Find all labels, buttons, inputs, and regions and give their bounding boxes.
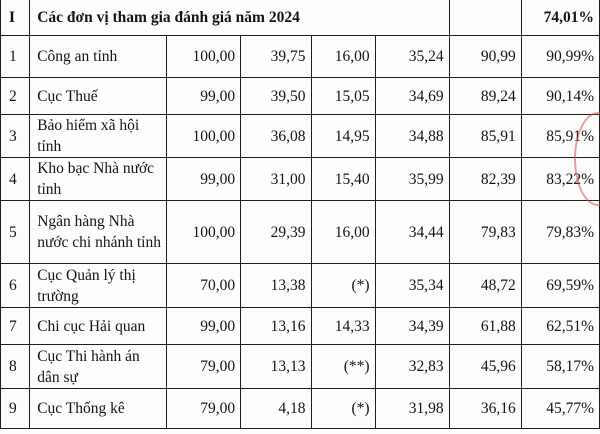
row-value: 90,99 — [449, 36, 521, 78]
row-value: 34,44 — [375, 201, 449, 264]
row-value: 16,00 — [311, 201, 375, 264]
row-value: (**) — [311, 345, 375, 389]
row-unit-name: Cục Thuế — [30, 78, 167, 115]
row-value: 32,83 — [375, 345, 449, 389]
row-value: 39,50 — [241, 78, 311, 115]
row-stt: 2 — [1, 78, 30, 115]
row-value: 13,13 — [241, 345, 311, 389]
row-value: 13,38 — [241, 264, 311, 308]
row-value: 31,00 — [241, 158, 311, 201]
table-row — [1, 201, 600, 264]
row-value: 99,00 — [167, 308, 241, 345]
row-unit-name: Bảo hiểm xã hội tỉnh — [30, 115, 167, 158]
group-title: Các đơn vị tham gia đánh giá năm 2024 — [30, 0, 449, 36]
row-value: 100,00 — [167, 115, 241, 158]
row-percent: 83,22% — [521, 158, 599, 201]
row-value: 39,75 — [241, 36, 311, 78]
row-value: 13,16 — [241, 308, 311, 345]
row-unit-name: Công an tỉnh — [30, 36, 167, 78]
table-row — [1, 36, 600, 78]
row-value: 99,00 — [167, 78, 241, 115]
row-value: (*) — [311, 264, 375, 308]
row-value: 48,72 — [449, 264, 521, 308]
table-row — [1, 308, 600, 345]
row-percent: 69,59% — [521, 264, 599, 308]
table-row — [1, 345, 600, 389]
row-unit-name: Chi cục Hải quan — [30, 308, 167, 345]
row-stt: 7 — [1, 308, 30, 345]
table-row — [1, 389, 600, 429]
table-row — [1, 115, 600, 158]
row-value: 89,24 — [449, 78, 521, 115]
row-value: 15,40 — [311, 158, 375, 201]
row-percent: 90,14% — [521, 78, 599, 115]
row-percent: 85,91% — [521, 115, 599, 158]
row-value: 14,33 — [311, 308, 375, 345]
row-unit-name: Ngân hàng Nhà nước chi nhánh tỉnh — [30, 201, 167, 264]
row-value: (*) — [311, 389, 375, 429]
row-value: 79,00 — [167, 389, 241, 429]
row-value: 31,98 — [375, 389, 449, 429]
row-value: 16,00 — [311, 36, 375, 78]
row-value: 34,69 — [375, 78, 449, 115]
row-value: 100,00 — [167, 201, 241, 264]
row-value: 34,39 — [375, 308, 449, 345]
row-stt: 1 — [1, 36, 30, 78]
group-header-row — [1, 0, 600, 36]
group-total: 74,01% — [521, 0, 599, 36]
row-stt: 9 — [1, 389, 30, 429]
row-stt: 4 — [1, 158, 30, 201]
row-unit-name: Cục Quản lý thị trường — [30, 264, 167, 308]
row-value: 35,34 — [375, 264, 449, 308]
row-value: 82,39 — [449, 158, 521, 201]
row-value: 29,39 — [241, 201, 311, 264]
row-percent: 58,17% — [521, 345, 599, 389]
row-value: 35,24 — [375, 36, 449, 78]
row-value: 70,00 — [167, 264, 241, 308]
row-value: 79,83 — [449, 201, 521, 264]
row-value: 4,18 — [241, 389, 311, 429]
row-value: 45,96 — [449, 345, 521, 389]
row-value: 15,05 — [311, 78, 375, 115]
row-stt: 6 — [1, 264, 30, 308]
row-percent: 62,51% — [521, 308, 599, 345]
row-value: 85,91 — [449, 115, 521, 158]
row-value: 36,16 — [449, 389, 521, 429]
row-value: 99,00 — [167, 158, 241, 201]
row-percent: 45,77% — [521, 389, 599, 429]
group-index: I — [1, 0, 30, 36]
group-spacer-cell — [449, 0, 521, 36]
row-value: 35,99 — [375, 158, 449, 201]
row-stt: 8 — [1, 345, 30, 389]
row-value: 100,00 — [167, 36, 241, 78]
row-value: 14,95 — [311, 115, 375, 158]
row-value: 61,88 — [449, 308, 521, 345]
row-stt: 3 — [1, 115, 30, 158]
row-unit-name: Kho bạc Nhà nước tỉnh — [30, 158, 167, 201]
row-percent: 90,99% — [521, 36, 599, 78]
row-stt: 5 — [1, 201, 30, 264]
row-unit-name: Cục Thi hành án dân sự — [30, 345, 167, 389]
table-row — [1, 264, 600, 308]
row-value: 34,88 — [375, 115, 449, 158]
table-row — [1, 158, 600, 201]
row-value: 36,08 — [241, 115, 311, 158]
table-row — [1, 78, 600, 115]
row-unit-name: Cục Thống kê — [30, 389, 167, 429]
row-percent: 79,83% — [521, 201, 599, 264]
row-value: 79,00 — [167, 345, 241, 389]
